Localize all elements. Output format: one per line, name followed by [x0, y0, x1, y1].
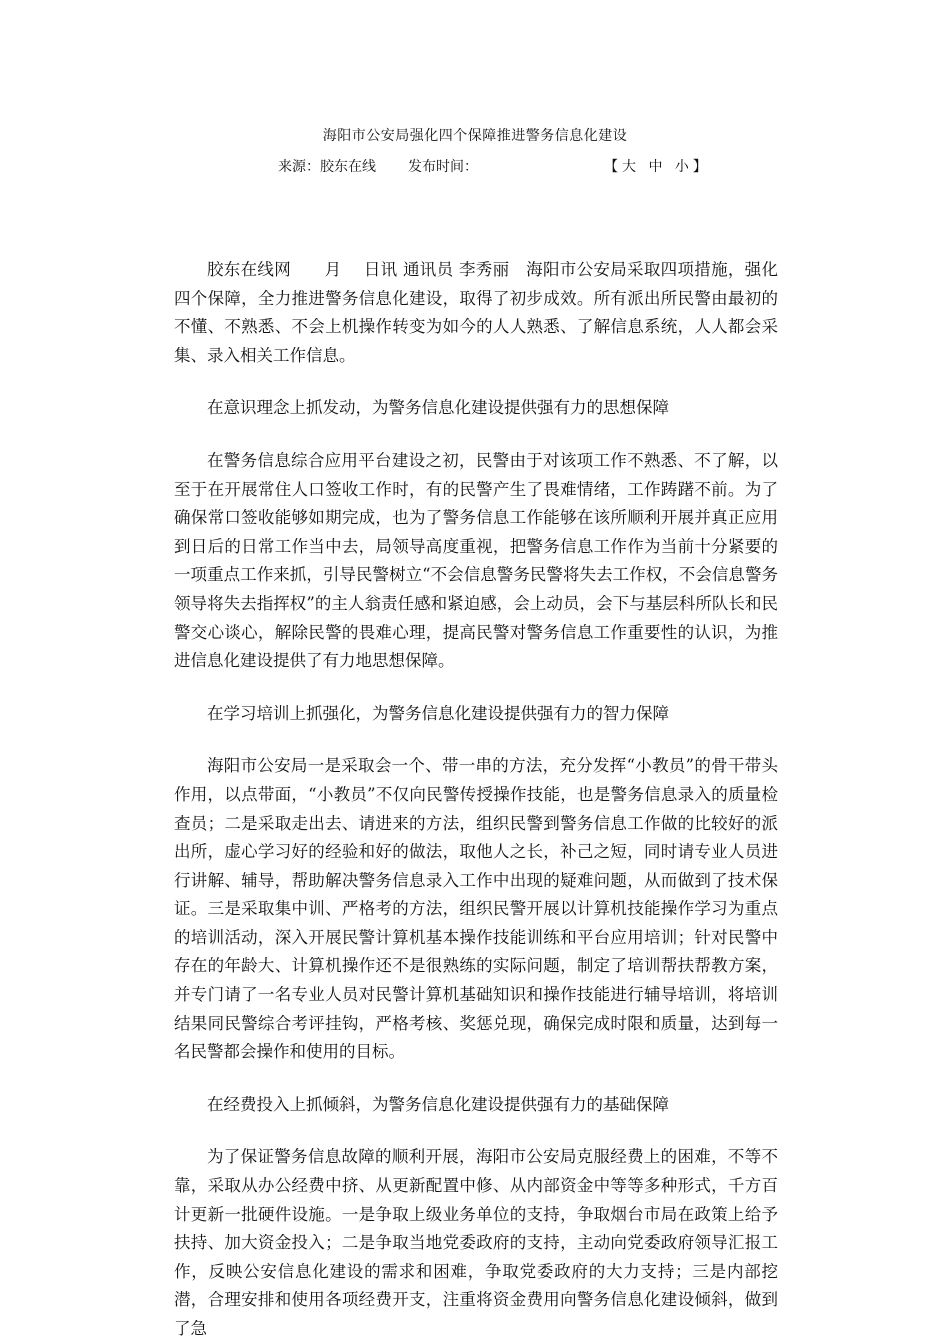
- section-paragraph: 为了保证警务信息故障的顺利开展，海阳市公安局克服经费上的困难，不等不靠，采取从办公经费中挤、从更新配置中修、从内部资金中等等多种形式，千方百计更新一批硬件设施。一是争取上级业务单位的支持，争取烟台市局在政策上给予扶持、加大资金投入；二是争取当地党委政府的支持，主动向党委政府领导汇报工作，反映公安信息化建设的需求和困难，争取党委政府的大力支持；三是内部挖潜，合理安排和使用各项经费开支，注重将资金费用向警务信息化建设倾斜，做到了急: [174, 1147, 778, 1338]
- source-label: 来源：: [278, 159, 320, 175]
- section-heading: 在意识理念上抓发动，为警务信息化建设提供强有力的思想保障: [207, 398, 669, 418]
- section-heading: 在学习培训上抓强化，为警务信息化建设提供强有力的智力保障: [207, 703, 669, 723]
- page-title: 海阳市公安局强化四个保障推进警务信息化建设: [322, 128, 628, 144]
- section-heading: 在经费投入上抓倾斜，为警务信息化建设提供强有力的基础保障: [207, 1094, 669, 1114]
- article-meta: [0, 157, 950, 177]
- section-paragraph: 在警务信息综合应用平台建设之初，民警由于对该项工作不熟悉、不了解，以至于在开展常住人口签收工作时，有的民警产生了畏难情绪，工作踌躇不前。为了确保常口签收能够如期完成，也为了警务信息工作能够在该所顺利开展并真正应用到日后的日常工作当中去，局领导高度重视，把警务信息工作作为当前十分紧要的一项重点工作来抓，引导民警树立“不会信息警务民警将失去工作权，不会信息警务领导将失去指挥权”的主人翁责任感和紧迫感，会上动员，会下与基层科所队长和民警交心谈心，解除民警的畏难心理，提高民警对警务信息工作重要性的认识，为推进信息化建设提供了有力地思想保障。: [174, 450, 778, 671]
- font-size-control[interactable]: 【大 中 小】: [604, 159, 711, 175]
- section-paragraph: 海阳市公安局一是采取会一个、带一串的方法，充分发挥“小教员”的骨干带头作用，以点带面，“小教员”不仅向民警传授操作技能，也是警务信息录入的质量检查员；二是采取走出去、请进来的方法，组织民警到警务信息工作做的比较好的派出所，虚心学习好的经验和好的做法，取他人之长，补己之短，同时请专业人员进行讲解、辅导，帮助解决警务信息录入工作中出现的疑难问题，从而做到了技术保证。三是采取集中训、严格考的方法，组织民警开展以计算机技能操作学习为重点的培训活动，深入开展民警计算机基本操作技能训练和平台应用培训；针对民警中存在的年龄大、计算机操作还不是很熟练的实际问题，制定了培训帮扶帮教方案，并专门请了一名专业人员对民警计算机基础知识和操作技能进行辅导培训，将培训结果同民警综合考评挂钩，严格考核、奖惩兑现，确保完成时限和质量，达到每一名民警都会操作和使用的目标。: [174, 756, 778, 1062]
- lead-paragraph: 胶东在线网 月 日讯 通讯员 李秀丽 海阳市公安局采取四项措施，强化四个保障，全力推进警务信息化建设，取得了初步成效。所有派出所民警由最初的不懂、不熟悉、不会上机操作转变为如今的人人熟悉、了解信息系统，人人都会采集、录入相关工作信息。: [174, 260, 778, 365]
- publish-time-label: 发布时间：: [408, 159, 478, 175]
- article-body: [174, 256, 778, 1344]
- source-value: 胶东在线: [320, 159, 376, 175]
